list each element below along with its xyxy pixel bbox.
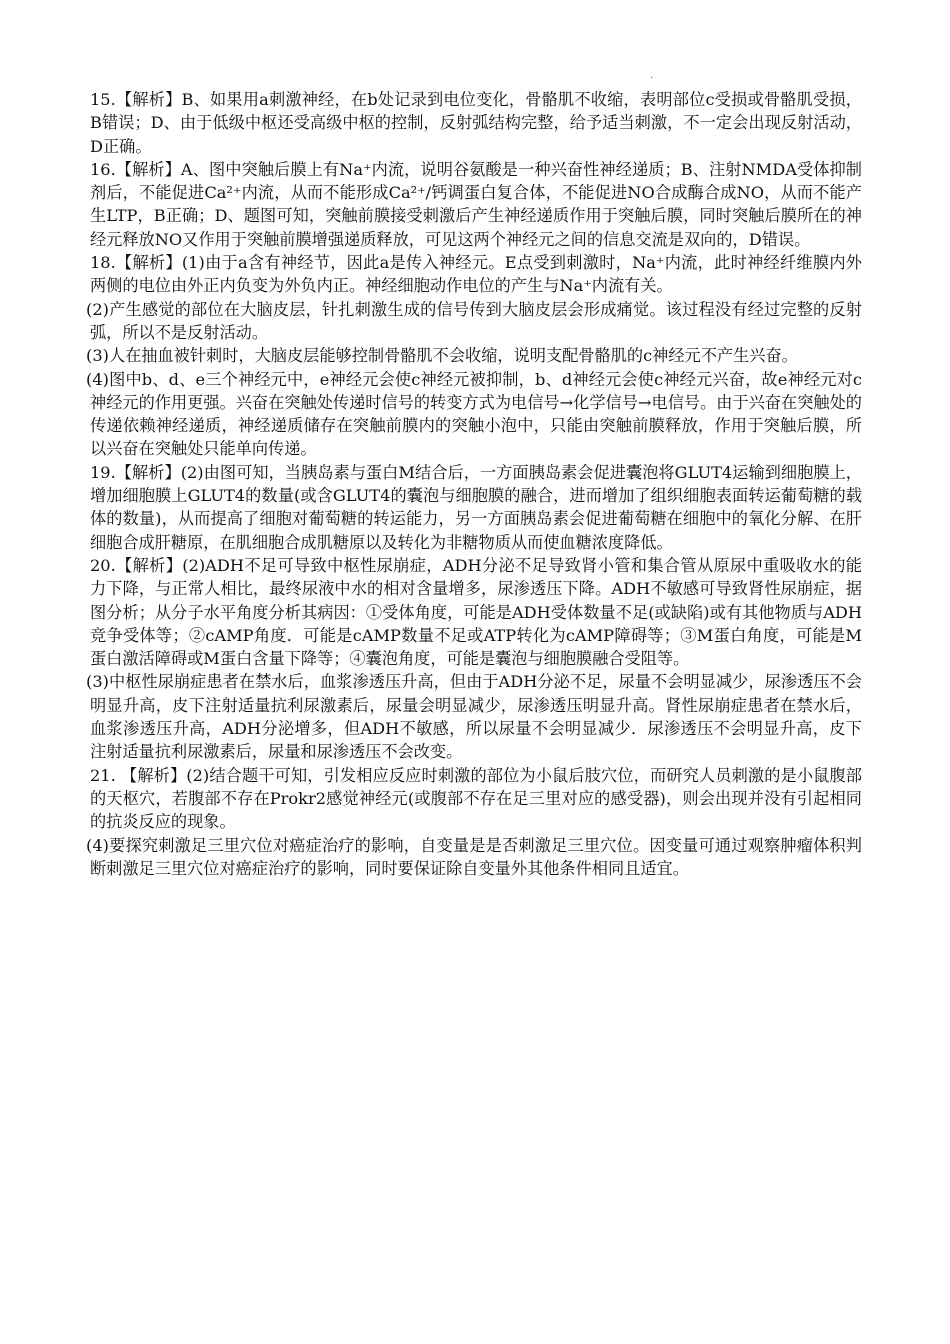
- paragraph-q21-part4: (4)要探究刺激足三里穴位对癌症治疗的影响，自变量是是否刺激足三里穴位。因变量可通过观察肿瘤体积判断刺激足三里穴位对癌症治疗的影响，同时要保证除自变量外其他条件相同且适宜。: [86, 835, 862, 878]
- paragraph-q18-part3: (3)人在抽血被针刺时，大脑皮层能够控制骨骼肌不会收缩，说明支配骨骼肌的c神经元不产生兴奋。: [86, 346, 798, 366]
- paragraph-q18-part1: 18.【解析】(1)由于a含有神经节，因此a是传入神经元。E点受到刺激时，Na⁺内流，此时神经纤维膜内外两侧的电位由外正内负变为外负内正。神经细胞动作电位的产生与Na⁺内流有关。: [90, 253, 862, 296]
- paragraph-q20-part2: 20.【解析】(2)ADH不足可导致中枢性尿崩症，ADH分泌不足导致肾小管和集合管从原尿中重吸收水的能力下降，与正常人相比，最终尿液中水的相对含量增多，尿渗透压下降。ADH不敏感可导致肾性尿崩症，据图分析；从分子水平角度分析其病因：①受体角度，可能是ADH受体数量不足(或缺陷)或有其他物质与ADH竞争受体等；②cAMP角度．可能是cAMP数量不足或ATP转化为cAMP障碍等；③M蛋白角度，可能是M蛋白激活障碍或M蛋白含量下降等；④囊泡角度，可能是囊泡与细胞膜融合受阻等。: [90, 555, 862, 669]
- paragraph-q18-part2: (2)产生感觉的部位在大脑皮层，针扎刺激生成的信号传到大脑皮层会形成痛觉。该过程没有经过完整的反射弧，所以不是反射活动。: [86, 299, 862, 342]
- paragraph-q15: 15.【解析】B、如果用a刺激神经，在b处记录到电位变化，骨骼肌不收缩，表明部位c受损或骨骼肌受损，B错误；D、由于低级中枢还受高级中枢的控制，反射弧结构完整，给予适当刺激，不一定会出现反射活动， D正确。: [90, 90, 862, 156]
- top-dot-mark: .: [650, 70, 654, 81]
- paragraph-q21-part2: 21. 【解析】(2)结合题干可知，引发相应反应时刺激的部位为小鼠后肢穴位，而研究人员刺激的是小鼠腹部的天枢穴，若腹部不存在Prokr2感觉神经元(或腹部不存在足三里对应的感受器)，则会出现并没有引起相同的抗炎反应的现象。: [90, 765, 862, 832]
- answer-explanations: [86, 88, 862, 880]
- paragraph-q19: 19.【解析】(2)由图可知，当胰岛素与蛋白M结合后，一方面胰岛素会促进囊泡将GLUT4运输到细胞膜上，增加细胞膜上GLUT4的数量(或含GLUT4的囊泡与细胞膜的融合，进而增加了组织细胞表面转运葡萄糖的载体的数量)，从而提高了细胞对葡萄糖的转运能力，另一方面胰岛素会促进葡萄糖在细胞中的氧化分解、在肝细胞合成肝糖原，在肌细胞合成肌糖原以及转化为非糖物质从而使血糖浓度降低。: [90, 462, 862, 552]
- paragraph-q16: 16.【解析】A、图中突触后膜上有Na⁺内流，说明谷氨酸是一种兴奋性神经递质；B、注射NMDA受体抑制剂后，不能促进Ca²⁺内流，从而不能形成Ca²⁺/钙调蛋白复合体，不能促进NO合成酶合成NO，从而不能产生LTP，B正确；D、题图可知，突触前膜接受刺激后产生神经递质作用于突触后膜，同时突触后膜所在的神经元释放NO又作用于突触前膜增强递质释放，可见这两个神经元之间的信息交流是双向的，D错误。: [90, 159, 862, 249]
- paragraph-q20-part3: (3)中枢性尿崩症患者在禁水后，血浆渗透压升高，但由于ADH分泌不足，尿量不会明显减少，尿渗透压不会明显升高，皮下注射适量抗利尿激素后，尿量会明显减少，尿渗透压明显升高。肾性尿崩症患者在禁水后，血浆渗透压升高，ADH分泌增多，但ADH不敏感，所以尿量不会明显减少．尿渗透压不会明显升高，皮下注射适量抗利尿激素后，尿量和尿渗透压不会改变。: [86, 672, 862, 762]
- paragraph-q18-part4: (4)图中b、d、e三个神经元中，e神经元会使c神经元被抑制，b、d神经元会使c神经元兴奋，故e神经元对c神经元的作用更强。兴奋在突触处传递时信号的转变方式为电信号→化学信号→电信号。由于兴奋在突触处的传递依赖神经递质，神经递质储存在突触前膜内的突触小泡中，只能由突触前膜释放，作用于突触后膜，所以兴奋在突触处只能单向传递。: [86, 369, 862, 459]
